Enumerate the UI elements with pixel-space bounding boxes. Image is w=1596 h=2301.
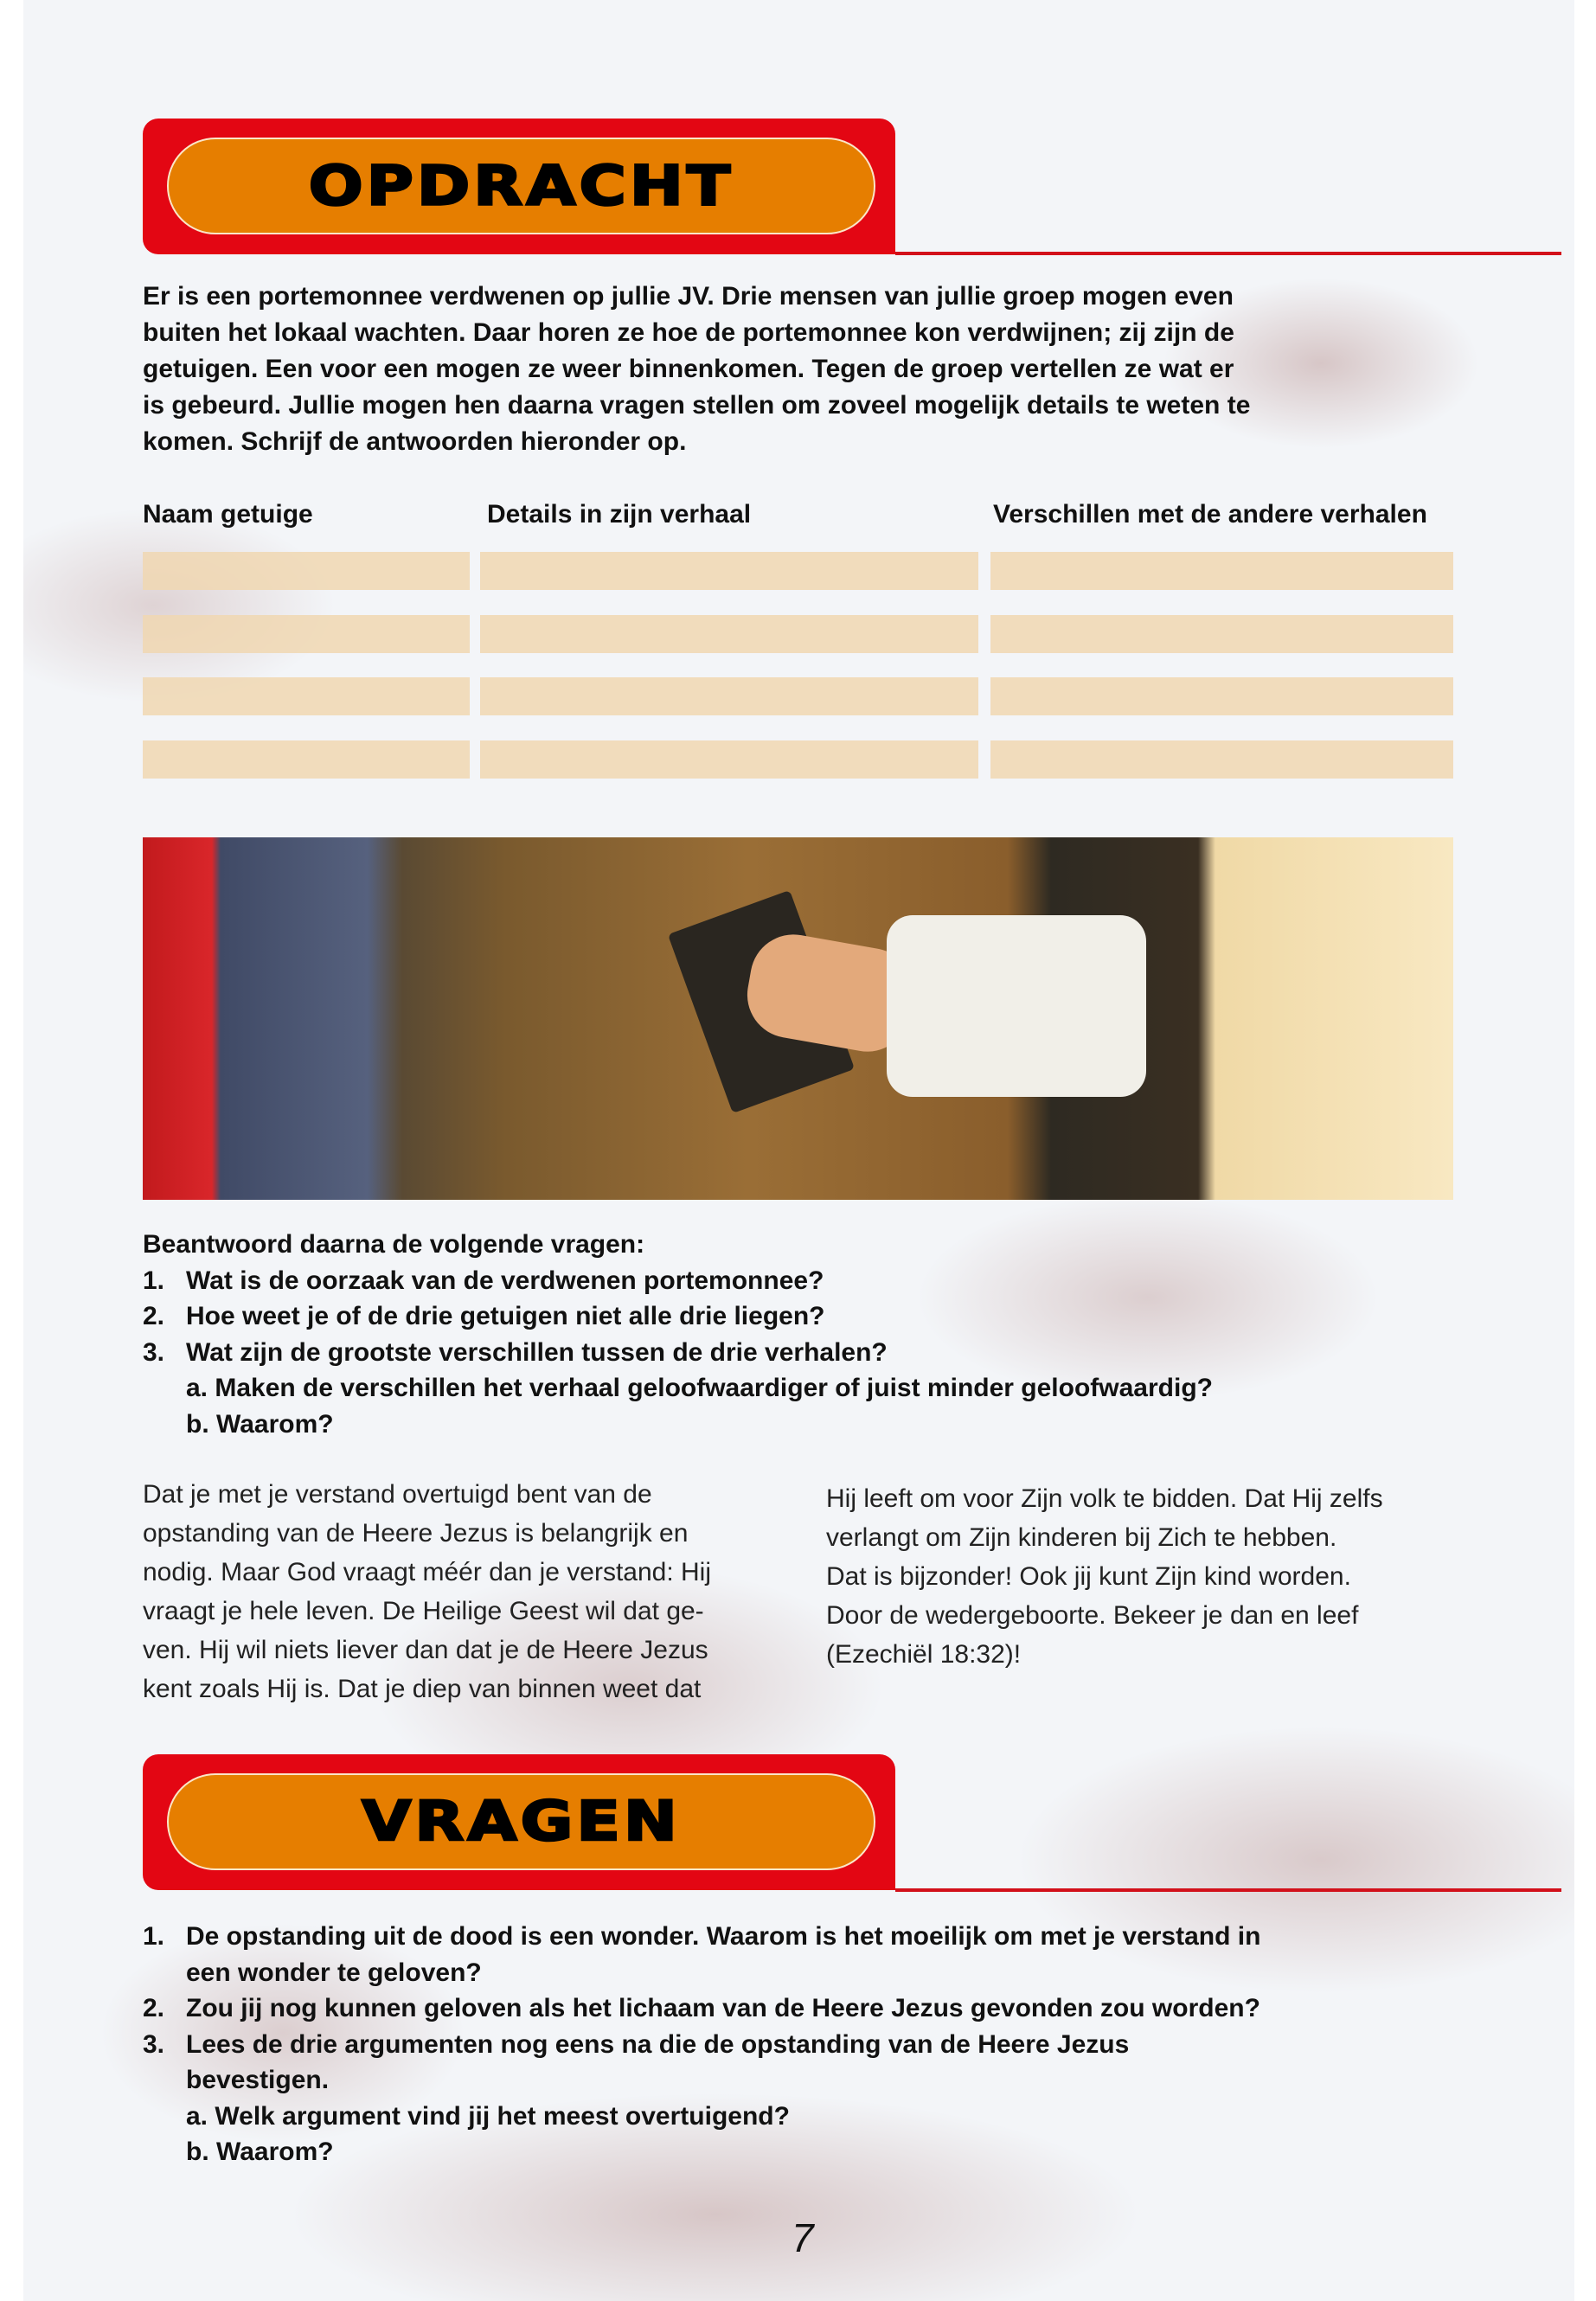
text-line: verlangt om Zijn kinderen bij Zich te hebben. (826, 1523, 1337, 1552)
header-rule (895, 1888, 1561, 1892)
text-line: kent zoals Hij is. Dat je diep van binnen weet dat (143, 1675, 702, 1703)
question-number: 3. (143, 2029, 165, 2059)
answer-cell-details[interactable] (480, 552, 978, 590)
text-line: Dat je met je verstand overtuigd bent van de (143, 1480, 652, 1509)
answer-cell-name[interactable] (143, 615, 470, 653)
answer-cell-name[interactable] (143, 740, 470, 779)
text-line: Hij leeft om voor Zijn volk te bidden. Dat Hij zelfs (826, 1484, 1383, 1513)
vragen-item (143, 2027, 1260, 2099)
subquestion: a. Maken de verschillen het verhaal geloofwaardiger of juist minder geloofwaardig? (186, 1374, 1213, 1402)
vragen-item (143, 1990, 1260, 2027)
question-number: 2. (143, 1994, 165, 2022)
intro-line: getuigen. Een voor een mogen ze weer binnenkomen. Tegen de groep vertellen ze wat er (143, 355, 1234, 383)
subquestion: b. Waarom? (186, 1409, 334, 1439)
column-header-details: Details in zijn verhaal (487, 500, 752, 529)
answer-cell-differences[interactable] (990, 677, 1453, 715)
question-text: bevestigen. (186, 2066, 330, 2094)
page-number: 7 (792, 2215, 814, 2260)
column-header-name: Naam getuige (143, 500, 313, 529)
subquestion: a. Welk argument vind jij het meest overtuigend? (186, 2101, 790, 2131)
intro-line: is gebeurd. Jullie mogen hen daarna vragen stellen om zoveel mogelijk details te weten te (143, 391, 1251, 420)
answer-cell-name[interactable] (143, 677, 470, 715)
text-line: opstanding van de Heere Jezus is belangrijk en (143, 1519, 689, 1548)
intro-line: Er is een portemonnee verdwenen op jullie JV. Drie mensen van jullie groep mogen even (143, 282, 1234, 311)
subquestion: b. Waarom? (186, 2138, 334, 2166)
answer-cell-details[interactable] (480, 740, 978, 779)
question-text: De opstanding uit de dood is een wonder. Waarom is het moeilijk om met je verstand in (186, 1922, 1261, 1951)
answer-cell-name[interactable] (143, 552, 470, 590)
body-text-left (143, 1475, 711, 1708)
question-text: Wat zijn de grootste verschillen tussen de drie verhalen? (186, 1337, 888, 1367)
question-text: een wonder te geloven? (186, 1958, 482, 1987)
question-text: Hoe weet je of de drie getuigen niet alle drie liegen? (186, 1302, 825, 1330)
pickpocket-photo (143, 837, 1453, 1200)
text-line: vraagt je hele leven. De Heilige Geest wil dat ge- (143, 1597, 704, 1625)
question-text: Lees de drie argumenten nog eens na die de opstanding van de Heere Jezus (186, 2029, 1130, 2059)
body-text-right (826, 1479, 1383, 1674)
opdracht-title: OPDRACHT (308, 154, 734, 218)
answer-cell-differences[interactable] (990, 552, 1453, 590)
question-number: 3. (143, 1337, 165, 1367)
intro-line: buiten het lokaal wachten. Daar horen ze hoe de portemonnee kon verdwijnen; zij zijn de (143, 318, 1234, 347)
text-line: Door de wedergeboorte. Bekeer je dan en leef (826, 1601, 1359, 1630)
vragen-title: VRAGEN (362, 1790, 681, 1854)
column-header-differences: Verschillen met de andere verhalen (993, 500, 1427, 529)
questions-intro: Beantwoord daarna de volgende vragen: (143, 1230, 645, 1259)
text-line: Dat is bijzonder! Ook jij kunt Zijn kind worden. (826, 1562, 1351, 1591)
question-number: 1. (143, 1922, 165, 1951)
question-item (143, 1298, 1213, 1335)
opdracht-header (143, 119, 895, 254)
text-line: ven. Hij wil niets liever dan dat je de Heere Jezus (143, 1636, 708, 1664)
intro-line: komen. Schrijf de antwoorden hieronder op. (143, 427, 687, 456)
answer-cell-differences[interactable] (990, 740, 1453, 779)
sleeve-shape (887, 915, 1146, 1097)
answer-cell-details[interactable] (480, 615, 978, 653)
opdracht-questions (143, 1227, 1213, 1442)
answer-cell-details[interactable] (480, 677, 978, 715)
header-rule (895, 252, 1561, 255)
text-line: (Ezechiël 18:32)! (826, 1640, 1022, 1669)
vragen-item (143, 1919, 1260, 1990)
answer-cell-differences[interactable] (990, 615, 1453, 653)
question-number: 1. (143, 1266, 165, 1295)
question-item (143, 1335, 1213, 1371)
question-number: 2. (143, 1302, 165, 1330)
question-text: Wat is de oorzaak van de verdwenen portemonnee? (186, 1266, 824, 1295)
question-text: Zou jij nog kunnen geloven als het lichaam van de Heere Jezus gevonden zou worden? (186, 1994, 1260, 2022)
vragen-list (143, 1919, 1260, 2170)
vragen-header (143, 1754, 895, 1890)
text-line: nodig. Maar God vraagt méér dan je verstand: Hij (143, 1558, 711, 1586)
intro-paragraph (143, 279, 1250, 460)
question-item (143, 1263, 1213, 1299)
